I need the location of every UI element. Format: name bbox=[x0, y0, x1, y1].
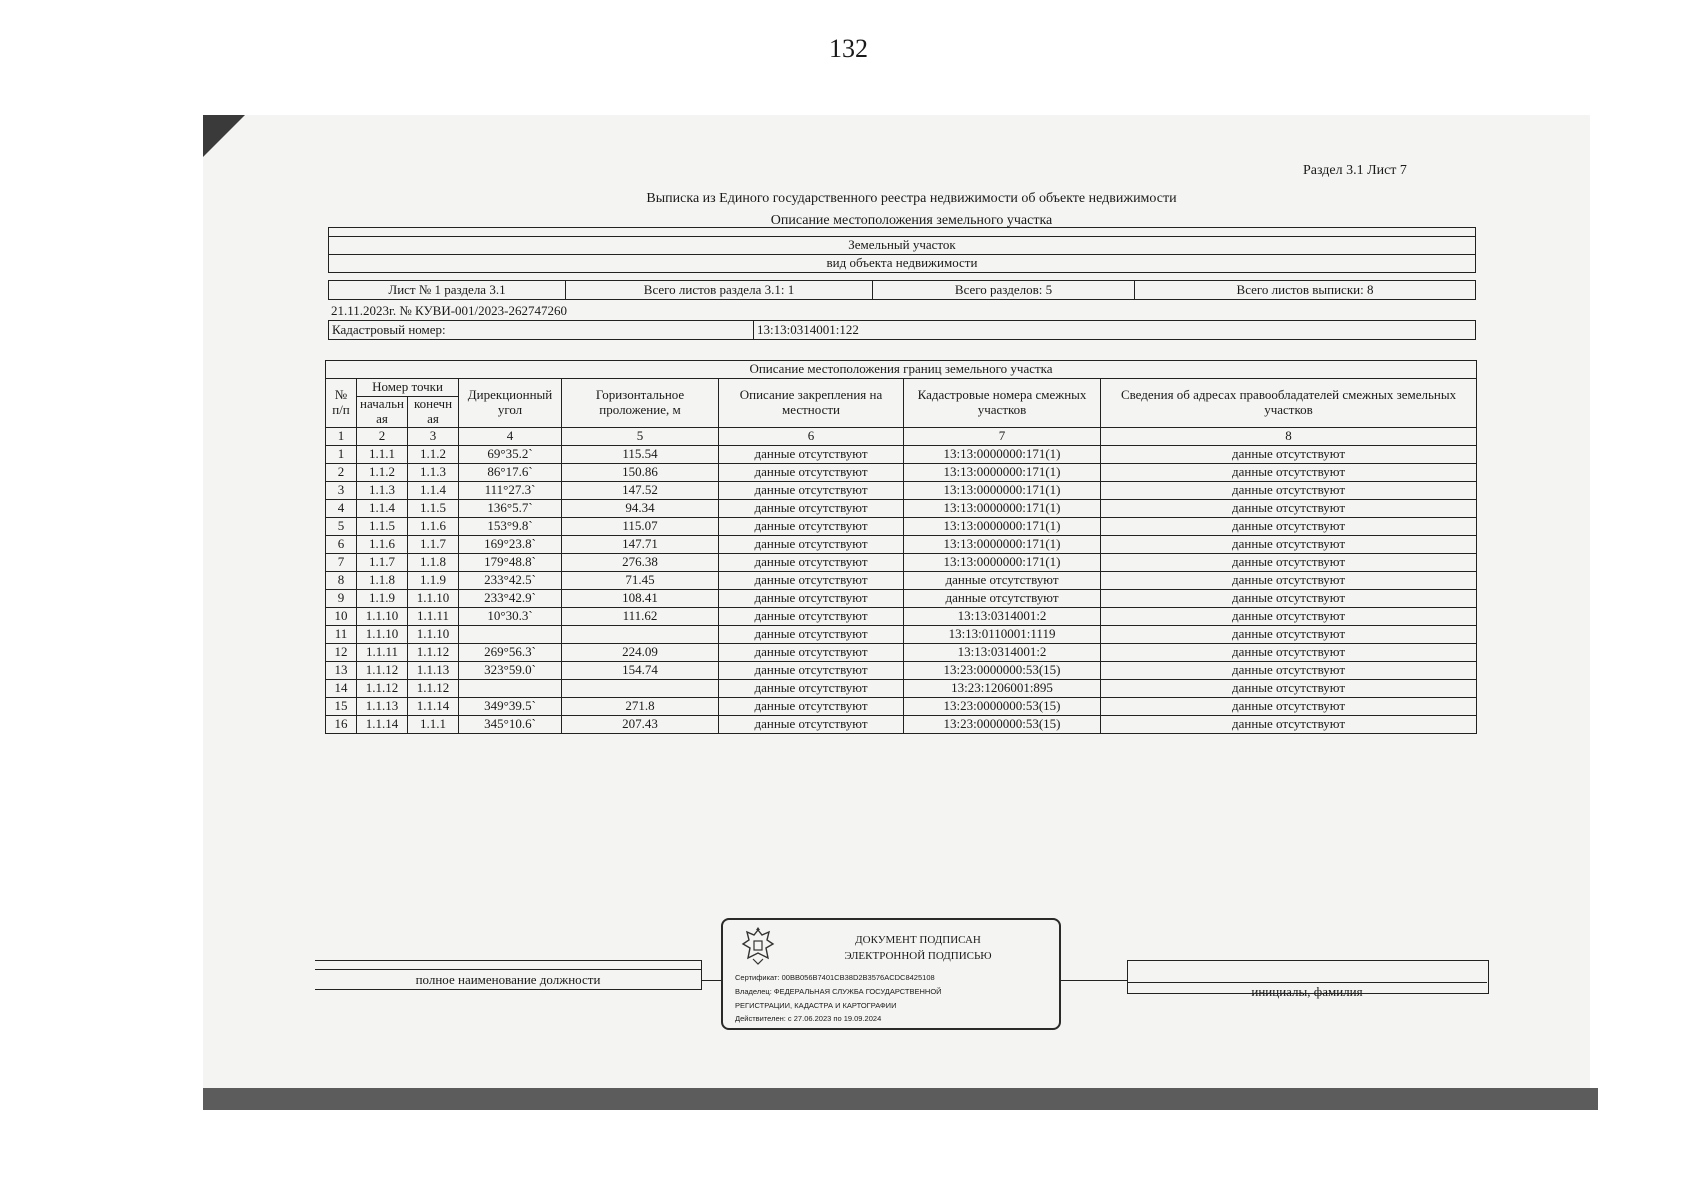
table-row bbox=[326, 625, 1477, 643]
stamp-validity: Действителен: с 27.06.2023 по 19.09.2024 bbox=[735, 1014, 882, 1023]
table-row bbox=[326, 661, 1477, 679]
fixing-description: данные отсутствуют bbox=[719, 697, 904, 715]
table-row bbox=[326, 589, 1477, 607]
electronic-signature-stamp bbox=[721, 918, 1061, 1030]
table-row bbox=[326, 571, 1477, 589]
column-number: 3 bbox=[408, 427, 459, 445]
table-row bbox=[326, 445, 1477, 463]
fixing-description: данные отсутствуют bbox=[719, 463, 904, 481]
table-row bbox=[326, 517, 1477, 535]
start-point: 1.1.12 bbox=[357, 679, 408, 697]
horizontal-length: 115.07 bbox=[562, 517, 719, 535]
horizontal-length: 111.62 bbox=[562, 607, 719, 625]
start-point: 1.1.9 bbox=[357, 589, 408, 607]
table-row bbox=[326, 679, 1477, 697]
fixing-description: данные отсутствуют bbox=[719, 625, 904, 643]
start-point: 1.1.10 bbox=[357, 625, 408, 643]
date-number-box bbox=[328, 302, 1476, 320]
adjacent-cadastral-number: 13:23:0000000:53(15) bbox=[904, 697, 1101, 715]
sheets-info bbox=[328, 280, 1476, 300]
end-point: 1.1.2 bbox=[408, 445, 459, 463]
position-box-divider bbox=[315, 969, 701, 970]
start-point: 1.1.13 bbox=[357, 697, 408, 715]
adjacent-cadastral-number: 13:13:0110001:1119 bbox=[904, 625, 1101, 643]
row-number: 7 bbox=[326, 553, 357, 571]
initials-caption: инициалы, фамилия bbox=[1251, 984, 1363, 999]
row-number: 8 bbox=[326, 571, 357, 589]
horizontal-length bbox=[562, 625, 719, 643]
column-number: 8 bbox=[1101, 427, 1477, 445]
boundary-rows bbox=[326, 445, 1477, 733]
scan-bottom-edge bbox=[203, 1088, 1598, 1110]
horizontal-length: 71.45 bbox=[562, 571, 719, 589]
end-point: 1.1.1 bbox=[408, 715, 459, 733]
stamp-title-line2: ЭЛЕКТРОННОЙ ПОДПИСЬЮ bbox=[844, 950, 992, 962]
end-point: 1.1.4 bbox=[408, 481, 459, 499]
horizontal-length: 147.52 bbox=[562, 481, 719, 499]
fixing-description: данные отсутствуют bbox=[719, 679, 904, 697]
directional-angle: 349°39.5` bbox=[459, 697, 562, 715]
owner-address-info: данные отсутствуют bbox=[1101, 517, 1477, 535]
directional-angle: 86°17.6` bbox=[459, 463, 562, 481]
directional-angle: 233°42.5` bbox=[459, 571, 562, 589]
adjacent-cadastral-number: 13:23:0000000:53(15) bbox=[904, 715, 1101, 733]
fixing-description: данные отсутствуют bbox=[719, 445, 904, 463]
cadastral-box bbox=[328, 320, 1476, 340]
directional-angle: 69°35.2` bbox=[459, 445, 562, 463]
row-number: 2 bbox=[326, 463, 357, 481]
directional-angle bbox=[459, 679, 562, 697]
col-end-header: конечн ая bbox=[408, 397, 459, 428]
start-point: 1.1.7 bbox=[357, 553, 408, 571]
row-number: 6 bbox=[326, 535, 357, 553]
adjacent-cadastral-number: 13:13:0000000:171(1) bbox=[904, 553, 1101, 571]
adjacent-cadastral-number: 13:13:0000000:171(1) bbox=[904, 517, 1101, 535]
end-point: 1.1.11 bbox=[408, 607, 459, 625]
col-start-header: начальн ая bbox=[357, 397, 408, 428]
column-number: 5 bbox=[562, 427, 719, 445]
fixing-description: данные отсутствуют bbox=[719, 553, 904, 571]
row-number: 5 bbox=[326, 517, 357, 535]
directional-angle: 10°30.3` bbox=[459, 607, 562, 625]
stamp-certificate: Сертификат: 00BB056B7401CB38D2B3576ACDC8425108 bbox=[735, 973, 935, 982]
col-fixing-header: Описание закрепления на местности bbox=[719, 379, 904, 428]
end-point: 1.1.12 bbox=[408, 643, 459, 661]
owner-address-info: данные отсутствуют bbox=[1101, 607, 1477, 625]
directional-angle: 345°10.6` bbox=[459, 715, 562, 733]
directional-angle: 153°9.8` bbox=[459, 517, 562, 535]
horizontal-length: 224.09 bbox=[562, 643, 719, 661]
start-point: 1.1.8 bbox=[357, 571, 408, 589]
row-number: 12 bbox=[326, 643, 357, 661]
adjacent-cadastral-number: 13:13:0000000:171(1) bbox=[904, 463, 1101, 481]
col-adjacent-header: Кадастровые номера смежных участков bbox=[904, 379, 1101, 428]
horizontal-length: 276.38 bbox=[562, 553, 719, 571]
object-type-box bbox=[328, 227, 1476, 273]
column-numbers-row bbox=[326, 427, 1477, 445]
end-point: 1.1.12 bbox=[408, 679, 459, 697]
adjacent-cadastral-number: 13:13:0000000:171(1) bbox=[904, 445, 1101, 463]
fixing-description: данные отсутствуют bbox=[719, 571, 904, 589]
start-point: 1.1.10 bbox=[357, 607, 408, 625]
start-point: 1.1.14 bbox=[357, 715, 408, 733]
owner-address-info: данные отсутствуют bbox=[1101, 661, 1477, 679]
adjacent-cadastral-number: 13:13:0314001:2 bbox=[904, 607, 1101, 625]
boundary-table-title: Описание местоположения границ земельного участка bbox=[326, 361, 1477, 379]
owner-address-info: данные отсутствуют bbox=[1101, 499, 1477, 517]
horizontal-length: 271.8 bbox=[562, 697, 719, 715]
end-point: 1.1.5 bbox=[408, 499, 459, 517]
total-extract-sheets: Всего листов выписки: 8 bbox=[1135, 281, 1476, 300]
fixing-description: данные отсутствуют bbox=[719, 535, 904, 553]
col-owners-header: Сведения об адресах правообладателей смежных земельных участков bbox=[1101, 379, 1477, 428]
object-type-caption: вид объекта недвижимости bbox=[329, 255, 1476, 273]
owner-address-info: данные отсутствуют bbox=[1101, 625, 1477, 643]
fixing-description: данные отсутствуют bbox=[719, 643, 904, 661]
adjacent-cadastral-number: 13:13:0314001:2 bbox=[904, 643, 1101, 661]
end-point: 1.1.13 bbox=[408, 661, 459, 679]
owner-address-info: данные отсутствуют bbox=[1101, 535, 1477, 553]
sheet-number: Лист № 1 раздела 3.1 bbox=[329, 281, 566, 300]
initials-box-divider bbox=[1127, 982, 1487, 983]
column-number: 1 bbox=[326, 427, 357, 445]
adjacent-cadastral-number: 13:23:0000000:53(15) bbox=[904, 661, 1101, 679]
end-point: 1.1.3 bbox=[408, 463, 459, 481]
document-title: Выписка из Единого государственного реестра недвижимости об объекте недвижимости bbox=[646, 191, 1177, 206]
fixing-description: данные отсутствуют bbox=[719, 517, 904, 535]
start-point: 1.1.12 bbox=[357, 661, 408, 679]
end-point: 1.1.9 bbox=[408, 571, 459, 589]
directional-angle: 111°27.3` bbox=[459, 481, 562, 499]
row-number: 9 bbox=[326, 589, 357, 607]
scan-corner-shadow bbox=[203, 115, 245, 157]
column-number: 6 bbox=[719, 427, 904, 445]
owner-address-info: данные отсутствуют bbox=[1101, 481, 1477, 499]
horizontal-length bbox=[562, 679, 719, 697]
row-number: 4 bbox=[326, 499, 357, 517]
column-number: 7 bbox=[904, 427, 1101, 445]
directional-angle: 233°42.9` bbox=[459, 589, 562, 607]
fixing-description: данные отсутствуют bbox=[719, 607, 904, 625]
table-row bbox=[326, 697, 1477, 715]
end-point: 1.1.6 bbox=[408, 517, 459, 535]
owner-address-info: данные отсутствуют bbox=[1101, 571, 1477, 589]
row-number: 11 bbox=[326, 625, 357, 643]
stamp-owner-line1: Владелец: ФЕДЕРАЛЬНАЯ СЛУЖБА ГОСУДАРСТВЕННОЙ bbox=[735, 987, 942, 996]
scan-right-edge bbox=[1590, 115, 1598, 1088]
coat-of-arms-icon bbox=[741, 926, 775, 966]
col-angle-header: Дирекционный угол bbox=[459, 379, 562, 428]
adjacent-cadastral-number: 13:23:1206001:895 bbox=[904, 679, 1101, 697]
adjacent-cadastral-number: 13:13:0000000:171(1) bbox=[904, 499, 1101, 517]
fixing-description: данные отсутствуют bbox=[719, 715, 904, 733]
start-point: 1.1.1 bbox=[357, 445, 408, 463]
table-row bbox=[326, 715, 1477, 733]
row-number: 16 bbox=[326, 715, 357, 733]
owner-address-info: данные отсутствуют bbox=[1101, 589, 1477, 607]
horizontal-length: 94.34 bbox=[562, 499, 719, 517]
adjacent-cadastral-number: 13:13:0000000:171(1) bbox=[904, 481, 1101, 499]
directional-angle: 169°23.8` bbox=[459, 535, 562, 553]
document-subtitle: Описание местоположения земельного участка bbox=[770, 213, 1053, 228]
table-row bbox=[326, 535, 1477, 553]
horizontal-length: 207.43 bbox=[562, 715, 719, 733]
total-section-sheets: Всего листов раздела 3.1: 1 bbox=[566, 281, 873, 300]
position-caption: полное наименование должности bbox=[415, 972, 601, 987]
boundary-table bbox=[325, 360, 1477, 734]
owner-address-info: данные отсутствуют bbox=[1101, 679, 1477, 697]
fixing-description: данные отсутствуют bbox=[719, 481, 904, 499]
table-row bbox=[326, 481, 1477, 499]
start-point: 1.1.2 bbox=[357, 463, 408, 481]
table-row bbox=[326, 643, 1477, 661]
owner-address-info: данные отсутствуют bbox=[1101, 445, 1477, 463]
start-point: 1.1.3 bbox=[357, 481, 408, 499]
directional-angle bbox=[459, 625, 562, 643]
row-number: 3 bbox=[326, 481, 357, 499]
cadastral-number: 13:13:0314001:122 bbox=[754, 321, 1476, 340]
row-number: 14 bbox=[326, 679, 357, 697]
fixing-description: данные отсутствуют bbox=[719, 589, 904, 607]
sheet-label: Раздел 3.1 Лист 7 bbox=[1303, 163, 1407, 178]
blank-row bbox=[329, 228, 1476, 237]
owner-address-info: данные отсутствуют bbox=[1101, 643, 1477, 661]
column-number: 2 bbox=[357, 427, 408, 445]
row-number: 1 bbox=[326, 445, 357, 463]
directional-angle: 179°48.8` bbox=[459, 553, 562, 571]
end-point: 1.1.10 bbox=[408, 589, 459, 607]
horizontal-length: 150.86 bbox=[562, 463, 719, 481]
row-number: 13 bbox=[326, 661, 357, 679]
fixing-description: данные отсутствуют bbox=[719, 499, 904, 517]
total-sections: Всего разделов: 5 bbox=[873, 281, 1135, 300]
owner-address-info: данные отсутствуют bbox=[1101, 463, 1477, 481]
cadastral-label: Кадастровый номер: bbox=[329, 321, 754, 340]
end-point: 1.1.14 bbox=[408, 697, 459, 715]
stamp-owner-line2: РЕГИСТРАЦИИ, КАДАСТРА И КАРТОГРАФИИ bbox=[735, 1001, 897, 1010]
date-number: 21.11.2023г. № КУВИ-001/2023-262747260 bbox=[331, 302, 567, 318]
column-number: 4 bbox=[459, 427, 562, 445]
end-point: 1.1.8 bbox=[408, 553, 459, 571]
page-number: 132 bbox=[829, 34, 868, 63]
directional-angle: 136°5.7` bbox=[459, 499, 562, 517]
adjacent-cadastral-number: данные отсутствуют bbox=[904, 571, 1101, 589]
start-point: 1.1.5 bbox=[357, 517, 408, 535]
end-point: 1.1.10 bbox=[408, 625, 459, 643]
owner-address-info: данные отсутствуют bbox=[1101, 715, 1477, 733]
fixing-description: данные отсутствуют bbox=[719, 661, 904, 679]
col-num-header: № п/п bbox=[326, 379, 357, 428]
table-row bbox=[326, 607, 1477, 625]
owner-address-info: данные отсутствуют bbox=[1101, 553, 1477, 571]
horizontal-length: 115.54 bbox=[562, 445, 719, 463]
stamp-title-line1: ДОКУМЕНТ ПОДПИСАН bbox=[855, 934, 981, 946]
col-point-header: Номер точки bbox=[357, 379, 459, 397]
row-number: 10 bbox=[326, 607, 357, 625]
directional-angle: 269°56.3` bbox=[459, 643, 562, 661]
row-number: 15 bbox=[326, 697, 357, 715]
start-point: 1.1.11 bbox=[357, 643, 408, 661]
scanned-document bbox=[203, 115, 1598, 1110]
end-point: 1.1.7 bbox=[408, 535, 459, 553]
horizontal-length: 154.74 bbox=[562, 661, 719, 679]
table-row bbox=[326, 463, 1477, 481]
table-row bbox=[326, 553, 1477, 571]
adjacent-cadastral-number: данные отсутствуют bbox=[904, 589, 1101, 607]
adjacent-cadastral-number: 13:13:0000000:171(1) bbox=[904, 535, 1101, 553]
table-row bbox=[326, 499, 1477, 517]
start-point: 1.1.4 bbox=[357, 499, 408, 517]
horizontal-length: 147.71 bbox=[562, 535, 719, 553]
start-point: 1.1.6 bbox=[357, 535, 408, 553]
directional-angle: 323°59.0` bbox=[459, 661, 562, 679]
owner-address-info: данные отсутствуют bbox=[1101, 697, 1477, 715]
object-type: Земельный участок bbox=[329, 237, 1476, 255]
horizontal-length: 108.41 bbox=[562, 589, 719, 607]
col-length-header: Горизонтальное проложение, м bbox=[562, 379, 719, 428]
